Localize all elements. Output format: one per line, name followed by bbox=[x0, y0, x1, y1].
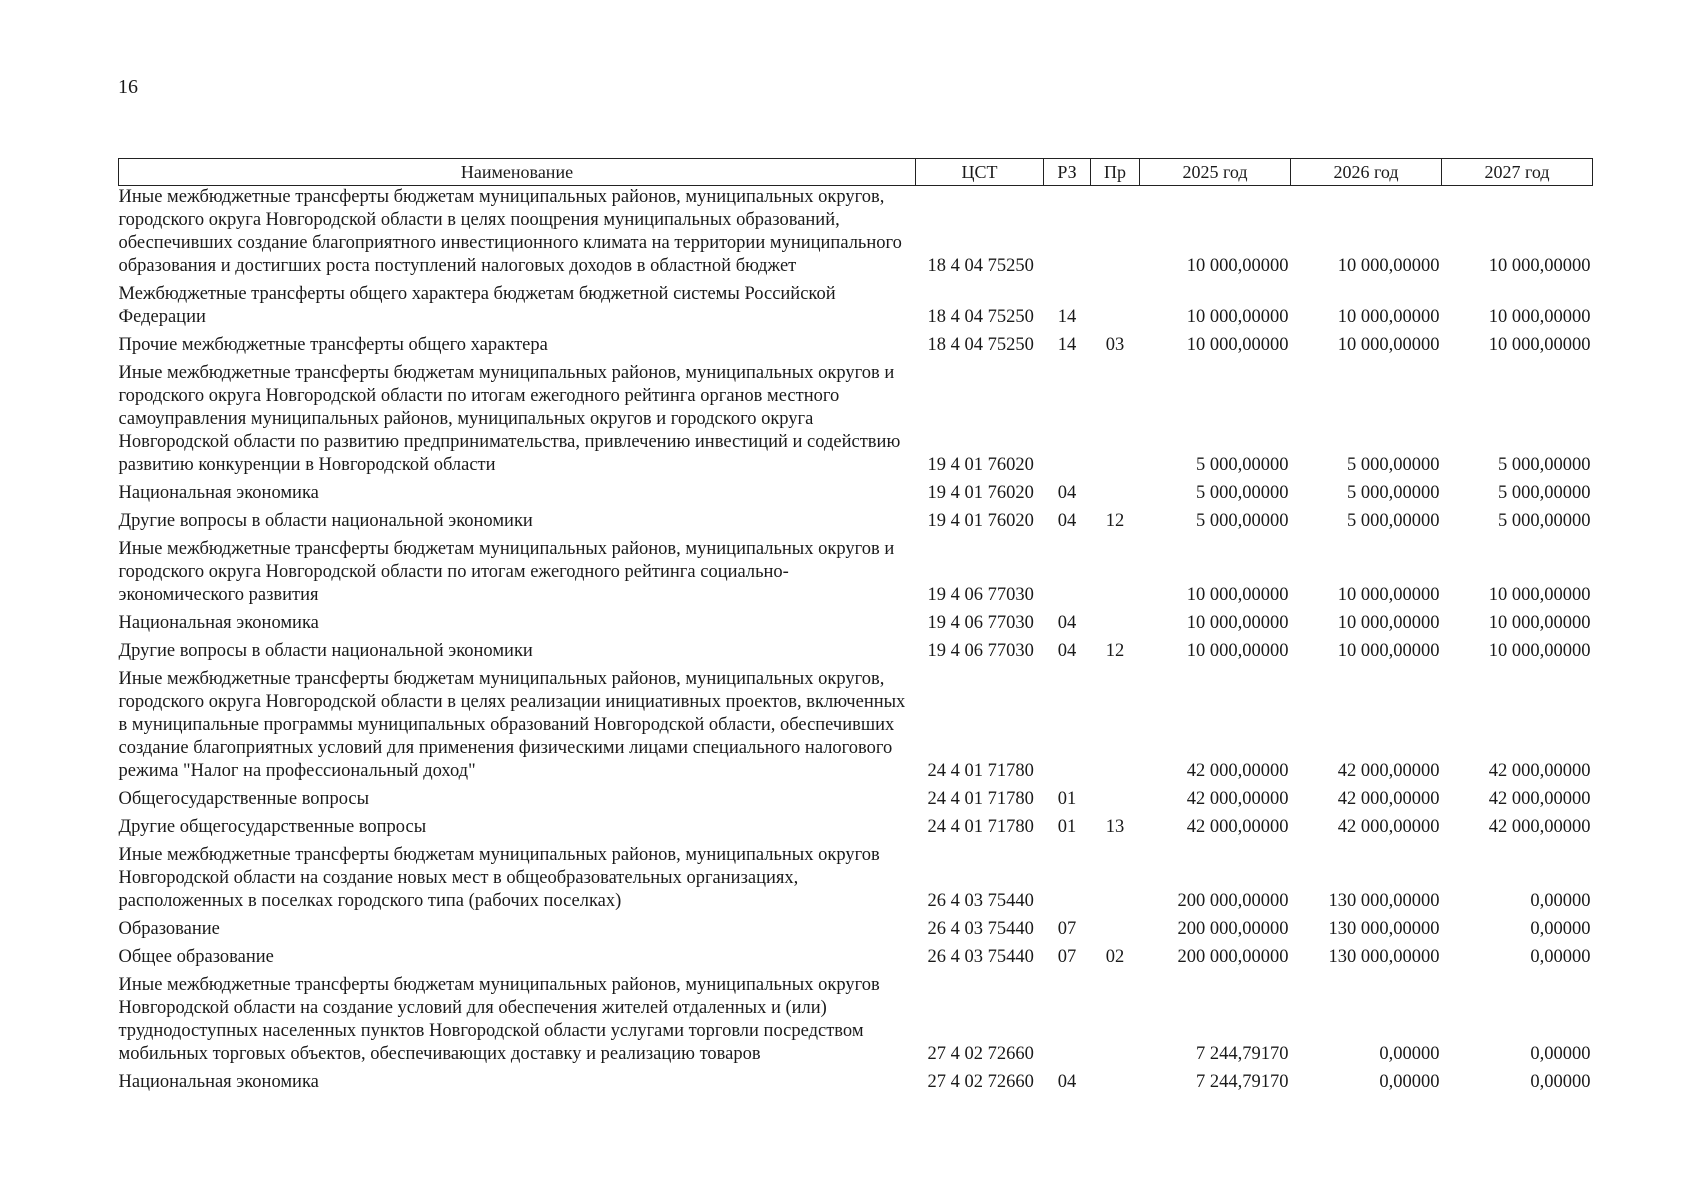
row-rz bbox=[1044, 186, 1091, 279]
row-rz bbox=[1044, 533, 1091, 607]
row-pr: 13 bbox=[1105, 817, 1125, 837]
row-value-2025: 200 000,00000 bbox=[1177, 919, 1289, 939]
table-row bbox=[119, 1066, 1593, 1094]
header-pr: Пр bbox=[1091, 159, 1140, 186]
row-cst: 19 4 06 77030 bbox=[927, 585, 1034, 605]
table-row bbox=[119, 969, 1593, 1066]
row-pr bbox=[1091, 663, 1140, 783]
row-rz: 04 bbox=[1057, 1072, 1077, 1092]
row-pr bbox=[1091, 607, 1140, 635]
row-name: Прочие межбюджетные трансферты общего характера bbox=[118, 335, 548, 355]
row-cst: 18 4 04 75250 bbox=[927, 256, 1034, 276]
row-name: Иные межбюджетные трансферты бюджетам муниципальных районов, муниципальных округов Новгородской области на создание условий для обеспечения жителей отдаленных и (или) труднодоступных населенных пунктов Новгородской области услугами торговли посредством мобильных торговых объектов, обеспечивающих доставку и реализацию товаров bbox=[118, 975, 880, 1064]
row-value-2025: 5 000,00000 bbox=[1196, 483, 1289, 503]
row-value-2025: 10 000,00000 bbox=[1186, 585, 1289, 605]
row-value-2025: 10 000,00000 bbox=[1186, 641, 1289, 661]
row-value-2026: 0,00000 bbox=[1379, 1072, 1440, 1092]
row-name: Другие вопросы в области национальной экономики bbox=[118, 511, 533, 531]
table-row bbox=[119, 186, 1593, 279]
row-value-2026: 0,00000 bbox=[1379, 1044, 1440, 1064]
table-body bbox=[119, 186, 1593, 1095]
row-rz: 04 bbox=[1057, 613, 1077, 633]
row-value-2026: 10 000,00000 bbox=[1337, 307, 1440, 327]
row-name: Общее образование bbox=[118, 947, 274, 967]
row-value-2025: 5 000,00000 bbox=[1196, 511, 1289, 531]
row-value-2027: 10 000,00000 bbox=[1488, 613, 1591, 633]
row-pr: 03 bbox=[1105, 335, 1125, 355]
row-value-2025: 10 000,00000 bbox=[1186, 335, 1289, 355]
row-value-2026: 5 000,00000 bbox=[1347, 483, 1440, 503]
row-cst: 27 4 02 72660 bbox=[927, 1044, 1034, 1064]
row-rz bbox=[1044, 969, 1091, 1066]
table-header bbox=[119, 159, 1593, 186]
row-value-2027: 10 000,00000 bbox=[1488, 256, 1591, 276]
row-value-2027: 10 000,00000 bbox=[1488, 307, 1591, 327]
row-name: Общегосударственные вопросы bbox=[118, 789, 370, 809]
row-cst: 27 4 02 72660 bbox=[927, 1072, 1034, 1092]
row-value-2027: 0,00000 bbox=[1530, 1044, 1591, 1064]
row-pr bbox=[1091, 357, 1140, 477]
row-value-2026: 5 000,00000 bbox=[1347, 455, 1440, 475]
row-value-2027: 0,00000 bbox=[1530, 919, 1591, 939]
row-pr: 12 bbox=[1105, 511, 1125, 531]
row-pr bbox=[1091, 913, 1140, 941]
row-rz: 14 bbox=[1057, 335, 1077, 355]
row-value-2027: 42 000,00000 bbox=[1488, 817, 1591, 837]
header-cst: ЦСТ bbox=[916, 159, 1044, 186]
row-value-2025: 42 000,00000 bbox=[1186, 817, 1289, 837]
table-row bbox=[119, 329, 1593, 357]
row-value-2026: 5 000,00000 bbox=[1347, 511, 1440, 531]
budget-table bbox=[118, 158, 1593, 1094]
table-row bbox=[119, 839, 1593, 913]
row-rz: 07 bbox=[1057, 919, 1077, 939]
row-value-2026: 42 000,00000 bbox=[1337, 817, 1440, 837]
row-value-2027: 0,00000 bbox=[1530, 1072, 1591, 1092]
row-rz bbox=[1044, 663, 1091, 783]
row-pr: 12 bbox=[1105, 641, 1125, 661]
row-cst: 26 4 03 75440 bbox=[927, 919, 1034, 939]
table-row bbox=[119, 477, 1593, 505]
table-row bbox=[119, 635, 1593, 663]
header-2025: 2025 год bbox=[1140, 159, 1291, 186]
row-value-2026: 130 000,00000 bbox=[1328, 891, 1440, 911]
row-name: Иные межбюджетные трансферты бюджетам муниципальных районов, муниципальных округов и городского округа Новгородской области по итогам ежегодного рейтинга социально-экономического развития bbox=[118, 539, 895, 605]
table-row bbox=[119, 607, 1593, 635]
row-cst: 24 4 01 71780 bbox=[927, 761, 1034, 781]
row-value-2026: 42 000,00000 bbox=[1337, 789, 1440, 809]
row-rz: 04 bbox=[1057, 641, 1077, 661]
row-value-2027: 10 000,00000 bbox=[1488, 641, 1591, 661]
row-value-2027: 5 000,00000 bbox=[1498, 455, 1591, 475]
row-rz: 01 bbox=[1057, 817, 1077, 837]
row-value-2026: 10 000,00000 bbox=[1337, 256, 1440, 276]
table-row bbox=[119, 811, 1593, 839]
table-row bbox=[119, 357, 1593, 477]
row-rz bbox=[1044, 839, 1091, 913]
header-2027: 2027 год bbox=[1442, 159, 1593, 186]
row-pr bbox=[1091, 839, 1140, 913]
row-value-2025: 10 000,00000 bbox=[1186, 256, 1289, 276]
row-value-2025: 200 000,00000 bbox=[1177, 947, 1289, 967]
row-name: Национальная экономика bbox=[118, 483, 319, 503]
row-pr bbox=[1091, 477, 1140, 505]
page-number: 16 bbox=[118, 76, 138, 98]
row-value-2025: 5 000,00000 bbox=[1196, 455, 1289, 475]
row-value-2025: 10 000,00000 bbox=[1186, 613, 1289, 633]
table-row bbox=[119, 913, 1593, 941]
table-row bbox=[119, 505, 1593, 533]
row-rz: 04 bbox=[1057, 511, 1077, 531]
row-value-2026: 130 000,00000 bbox=[1328, 919, 1440, 939]
row-pr bbox=[1091, 1066, 1140, 1094]
row-name: Национальная экономика bbox=[118, 613, 319, 633]
table-row bbox=[119, 663, 1593, 783]
row-rz: 14 bbox=[1057, 307, 1077, 327]
row-value-2027: 42 000,00000 bbox=[1488, 789, 1591, 809]
row-name: Другие общегосударственные вопросы bbox=[118, 817, 427, 837]
row-name: Национальная экономика bbox=[118, 1072, 319, 1092]
header-rz: РЗ bbox=[1044, 159, 1091, 186]
row-rz bbox=[1044, 357, 1091, 477]
row-pr bbox=[1091, 969, 1140, 1066]
row-value-2027: 10 000,00000 bbox=[1488, 585, 1591, 605]
row-value-2026: 10 000,00000 bbox=[1337, 613, 1440, 633]
row-value-2027: 0,00000 bbox=[1530, 947, 1591, 967]
row-value-2025: 7 244,79170 bbox=[1196, 1072, 1289, 1092]
row-cst: 18 4 04 75250 bbox=[927, 307, 1034, 327]
row-rz: 07 bbox=[1057, 947, 1077, 967]
table-row bbox=[119, 941, 1593, 969]
row-pr bbox=[1091, 186, 1140, 279]
row-cst: 19 4 01 76020 bbox=[927, 455, 1034, 475]
table-row bbox=[119, 533, 1593, 607]
row-pr: 02 bbox=[1105, 947, 1125, 967]
row-value-2026: 130 000,00000 bbox=[1328, 947, 1440, 967]
row-rz: 01 bbox=[1057, 789, 1077, 809]
row-value-2025: 7 244,79170 bbox=[1196, 1044, 1289, 1064]
row-value-2025: 10 000,00000 bbox=[1186, 307, 1289, 327]
row-name: Образование bbox=[118, 919, 220, 939]
row-value-2025: 42 000,00000 bbox=[1186, 761, 1289, 781]
row-value-2027: 10 000,00000 bbox=[1488, 335, 1591, 355]
row-cst: 24 4 01 71780 bbox=[927, 817, 1034, 837]
row-pr bbox=[1091, 533, 1140, 607]
row-cst: 18 4 04 75250 bbox=[927, 335, 1034, 355]
row-value-2026: 10 000,00000 bbox=[1337, 335, 1440, 355]
row-value-2026: 10 000,00000 bbox=[1337, 641, 1440, 661]
row-cst: 26 4 03 75440 bbox=[927, 891, 1034, 911]
row-value-2027: 0,00000 bbox=[1530, 891, 1591, 911]
row-rz: 04 bbox=[1057, 483, 1077, 503]
row-value-2026: 10 000,00000 bbox=[1337, 585, 1440, 605]
row-value-2026: 42 000,00000 bbox=[1337, 761, 1440, 781]
row-name: Другие вопросы в области национальной экономики bbox=[118, 641, 533, 661]
row-pr bbox=[1091, 783, 1140, 811]
table-row bbox=[119, 278, 1593, 329]
row-pr bbox=[1091, 278, 1140, 329]
header-2026: 2026 год bbox=[1291, 159, 1442, 186]
row-value-2025: 42 000,00000 bbox=[1186, 789, 1289, 809]
row-cst: 19 4 01 76020 bbox=[927, 511, 1034, 531]
row-name: Иные межбюджетные трансферты бюджетам муниципальных районов, муниципальных округов и городского округа Новгородской области по итогам ежегодного рейтинга органов местного самоуправления муниципальных районов, муниципальных округов и городского округа Новгородской области по развитию предпринимательства, привлечению инвестиций и содействию развитию конкуренции в Новгородской области bbox=[118, 363, 901, 475]
row-value-2025: 200 000,00000 bbox=[1177, 891, 1289, 911]
budget-table-container bbox=[118, 158, 1592, 1094]
row-value-2027: 42 000,00000 bbox=[1488, 761, 1591, 781]
row-cst: 26 4 03 75440 bbox=[927, 947, 1034, 967]
row-cst: 19 4 06 77030 bbox=[927, 613, 1034, 633]
header-name: Наименование bbox=[119, 159, 916, 186]
row-cst: 24 4 01 71780 bbox=[927, 789, 1034, 809]
row-name: Иные межбюджетные трансферты бюджетам муниципальных районов, муниципальных округов, городского округа Новгородской области в целях поощрения муниципальных образований, обеспечивших создание благоприятного инвестиционного климата на территории муниципального образования и достигших роста поступлений налоговых доходов в областной бюджет bbox=[118, 187, 902, 276]
row-name: Иные межбюджетные трансферты бюджетам муниципальных районов, муниципальных округов, городского округа Новгородской области в целях реализации инициативных проектов, включенных в муниципальные программы муниципальных образований Новгородской области, обеспечивших создание благоприятных условий для применения физическими лицами специального налогового режима "Налог на профессиональный доход" bbox=[118, 669, 906, 781]
row-name: Иные межбюджетные трансферты бюджетам муниципальных районов, муниципальных округов Новгородской области на создание новых мест в общеобразовательных организациях, расположенных в поселках городского типа (рабочих поселках) bbox=[118, 845, 880, 911]
row-value-2027: 5 000,00000 bbox=[1498, 483, 1591, 503]
row-cst: 19 4 06 77030 bbox=[927, 641, 1034, 661]
row-name: Межбюджетные трансферты общего характера бюджетам бюджетной системы Российской Федерации bbox=[118, 284, 836, 327]
row-cst: 19 4 01 76020 bbox=[927, 483, 1034, 503]
row-value-2027: 5 000,00000 bbox=[1498, 511, 1591, 531]
table-row bbox=[119, 783, 1593, 811]
